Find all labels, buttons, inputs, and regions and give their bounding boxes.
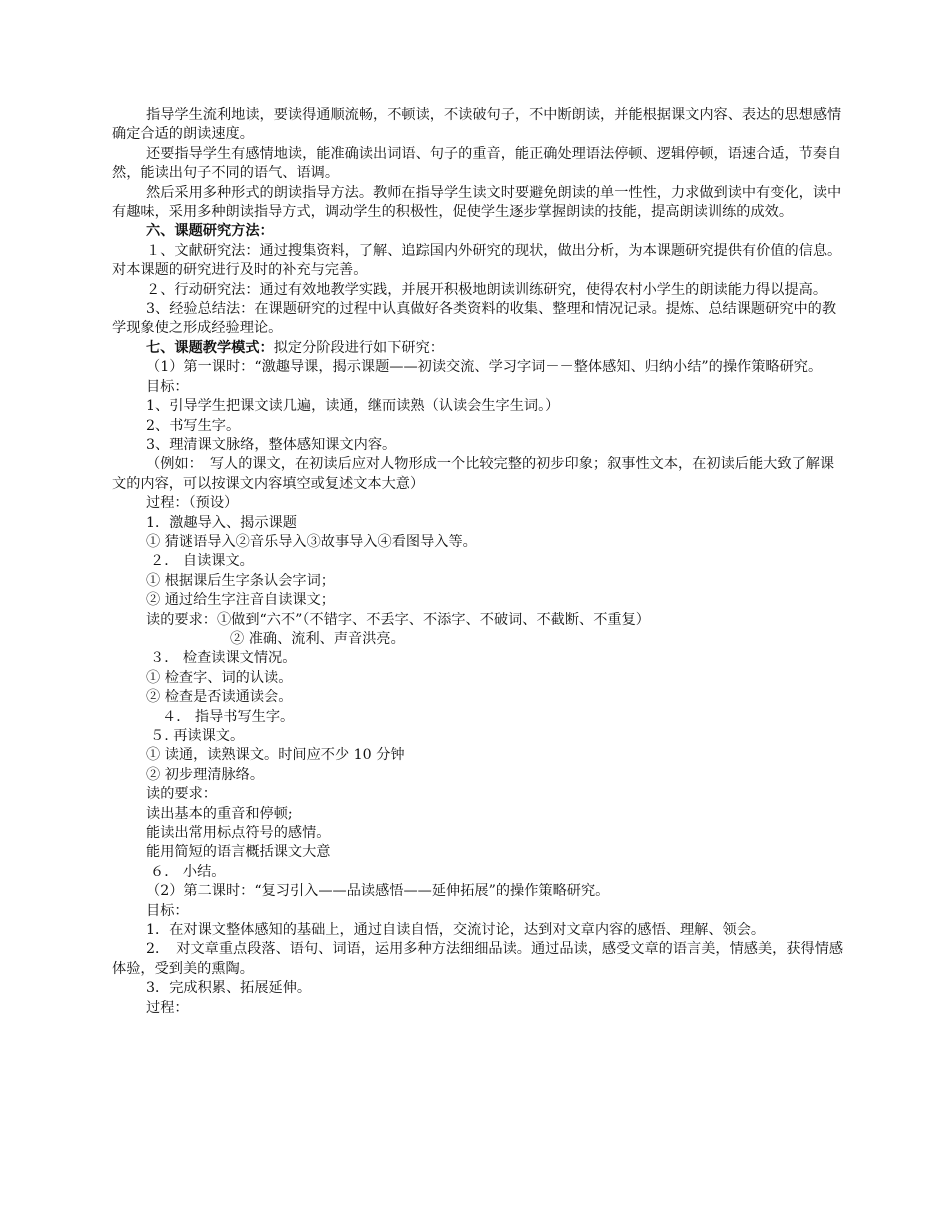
requirement-label: 读的要求： xyxy=(146,786,217,803)
goal-item: 2、书写生字。 xyxy=(146,417,241,434)
requirement-item: 能读出常用标点符号的感情。 xyxy=(146,825,331,842)
section-heading-rest: 拟定分阶段进行如下研究： xyxy=(273,339,444,356)
lesson2-title: （2）第二课时：“复习引入——品读感悟——延伸拓展”的操作策略研究。 xyxy=(146,883,610,900)
goal2-item: 3．完成积累、拓展延伸。 xyxy=(146,980,312,997)
goal2-label: 目标： xyxy=(146,902,189,919)
step-5: ５. 再读课文。 xyxy=(150,728,245,744)
method-experience: 3、经验总结法：在课题研究的过程中认真做好各类资料的收集、整理和情况记录。提炼、总结课题研究中的教学现象使之形成经验理论。 xyxy=(112,301,837,337)
step-3-detail: ① 检查字、词的认读。 xyxy=(146,669,293,686)
requirement-item: 读出基本的重音和停顿; xyxy=(146,805,293,822)
requirement-item: 能用简短的语言概括课文大意 xyxy=(146,844,331,861)
lesson1-title: （1）第一课时：“激趣导课，揭示课题——初读交流、学习字词－－整体感知、归纳小结”的操作策略研究。 xyxy=(146,359,823,376)
step-3: ３． 检查读课文情况。 xyxy=(150,650,297,667)
goal-label: 目标： xyxy=(146,378,189,395)
step-5-detail: ② 初步理清脉络。 xyxy=(146,766,265,783)
step-2: ２． 自读课文。 xyxy=(150,553,254,570)
step-2-requirement-2: ② 准确、流利、声音洪亮。 xyxy=(230,630,405,647)
step-3-detail: ② 检查是否读通读会。 xyxy=(146,689,293,706)
goal-item: 1、引导学生把课文读几遍，读通，继而读熟（认读会生字生词。） xyxy=(146,398,560,415)
step-6: ６． 小结。 xyxy=(150,863,226,880)
method-literature: １、文献研究法：通过搜集资料，了解、追踪国内外研究的现状，做出分析，为本课题研究提供有价值的信息。对本课题的研究进行及时的补充与完善。 xyxy=(112,242,842,279)
method-action: ２、行动研究法：通过有效地教学实践，并展开积极地朗读训练研究，使得农村小学生的朗读能力得以提高。 xyxy=(146,281,828,298)
step-1-detail: ① 猜谜语导入②音乐导入③故事导入④看图导入等。 xyxy=(146,533,477,550)
step-1: 1．激趣导入、揭示课题 xyxy=(146,514,297,531)
goal-item: 3、理清课文脉络，整体感知课文内容。 xyxy=(146,436,397,453)
step-2-requirement: 读的要求：①做到“六不”（不错字、不丢字、不添字、不破词、不截断、不重复） xyxy=(146,611,650,628)
paragraph-emotional-reading: 还要指导学生有感情地读，能准确读出词语、句子的重音，能正确处理语法停顿、逻辑停顿，语速合适，节奏自然，能读出句子不同的语气、语调。 xyxy=(112,145,842,182)
paragraph-reading-methods: 然后采用多种形式的朗读指导方法。教师在指导学生读文时要避免朗读的单一性性，力求做到读中有变化，读中有趣味，采用多种朗读指导方式，调动学生的积极性，促使学生逐步掌握朗读的技能，提高朗读训练的成效。 xyxy=(112,184,842,221)
goal2-item: 1．在对课文整体感知的基础上，通过自读自悟，交流讨论，达到对文章内容的感悟、理解、领会。 xyxy=(146,922,766,939)
paragraph-fluent-reading: 指导学生流利地读，要读得通顺流畅，不顿读，不读破句子，不中断朗读，并能根据课文内容、表达的思想感情确定合适的朗读速度。 xyxy=(112,107,842,143)
example-note: （例如： 写人的课文，在初读后应对人物形成一个比较完整的初步印象；叙事性文本，在初读后能大致了解课文的内容，可以按课文内容填空或复述文本大意） xyxy=(112,456,835,492)
document-page xyxy=(112,106,844,1018)
step-5-detail: ① 读通，读熟课文。时间应不少 10 分钟 xyxy=(146,747,405,764)
step-2-detail: ② 通过给生字注音自读课文； xyxy=(146,592,335,609)
section-heading-text: 七、课题教学模式： xyxy=(146,339,274,356)
process-label: 过程：（预设） xyxy=(146,495,239,512)
process2-label: 过程： xyxy=(146,999,189,1016)
step-4: ４． 指导书写生字。 xyxy=(162,708,295,725)
step-2-detail: ① 根据课后生字条认会字词； xyxy=(146,572,335,589)
section-heading-research-methods: 六、课题研究方法： xyxy=(146,223,274,240)
goal2-item: 2． 对文章重点段落、语句、词语，运用多种方法细细品读。通过品读，感受文章的语言美，情感美，获得情感体验，受到美的熏陶。 xyxy=(112,941,844,977)
section-heading-teaching-model xyxy=(112,339,844,358)
